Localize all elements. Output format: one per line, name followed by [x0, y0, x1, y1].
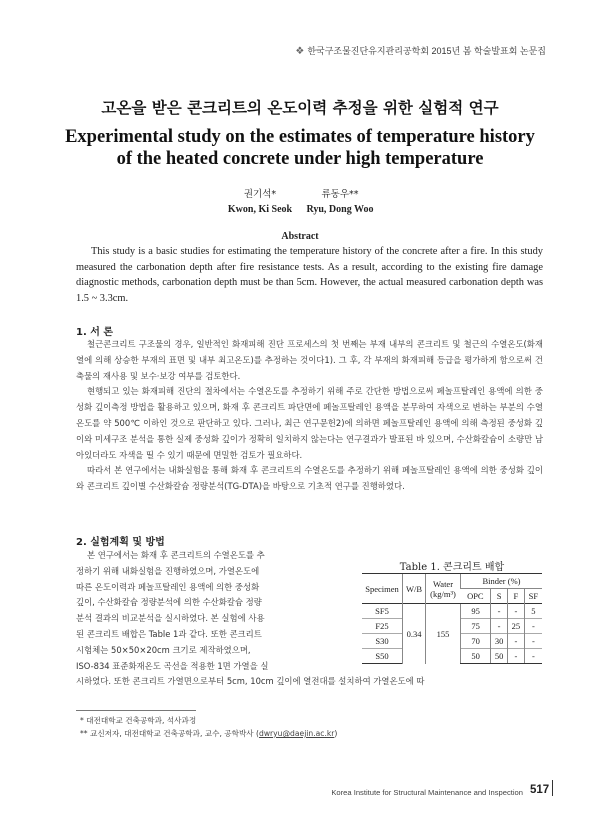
author-2-name-en: Ryu, Dong Woo: [306, 204, 374, 215]
title-english-line-2: of the heated concrete under high temperature: [116, 149, 484, 169]
section-2-line: 시하였다. 또한 콘크리트 가열면으로부터 5cm, 10cm 깊이에 열전대를 설치하여 가열온도에 따: [76, 676, 425, 687]
cell-water: 155: [426, 604, 461, 664]
section-2-heading: 2. 실험계획 및 방법: [76, 537, 165, 548]
cell-sf: -: [524, 649, 542, 664]
cell-f: 25: [508, 619, 525, 634]
header-s: S: [491, 589, 508, 604]
section-2-line: 시험체는 50×50×20cm 크기로 제작하였으며,: [76, 644, 251, 655]
footer-divider: [552, 780, 553, 796]
cell-sf: -: [524, 619, 542, 634]
journal-name: 한국구조물진단유지관리공학회 2015년 봄 학술발표회 논문집: [307, 46, 546, 56]
page-number: 517: [530, 784, 550, 796]
cell-specimen: S30: [362, 634, 403, 649]
header-specimen: Specimen: [362, 574, 403, 604]
header-binder: Binder (%): [461, 574, 543, 589]
title-korean: 고온을 받은 콘크리트의 온도이력 추정을 위한 실험적 연구: [101, 99, 499, 117]
section-2-line: 분석 결과의 비교분석을 실시하였다. 본 실험에 사용: [76, 613, 265, 624]
cell-sf: 5: [524, 604, 542, 619]
cell-specimen: F25: [362, 619, 403, 634]
cell-s: -: [491, 604, 508, 619]
cell-s: 30: [491, 634, 508, 649]
abstract-text: This study is a basic studies for estimating the temperature history of the concrete after a fire. In this study measured the carbonation depth after fire resistance tests. As a result, according to the existing fire damage diagnostic methods, carbonation depth must be than 5cm. However, the actual measured carbonation depth was 1.5 ~ 3.3cm.: [76, 246, 543, 304]
footnote-2: [80, 728, 337, 739]
header-f: F: [508, 589, 525, 604]
cell-specimen: SF5: [362, 604, 403, 619]
cell-wb: 0.34: [403, 604, 426, 664]
footnote-divider: [76, 710, 196, 711]
section-1-heading: 1. 서 론: [76, 327, 114, 338]
header-sf: SF: [524, 589, 542, 604]
footer-publisher: Korea Institute for Structural Maintenance and Inspection: [331, 788, 523, 797]
cell-s: 50: [491, 649, 508, 664]
cell-sf: -: [524, 634, 542, 649]
journal-logo-icon: ❖: [295, 46, 305, 57]
section-2-line: 정하기 위해 내화실험을 진행하였으며, 가열온도에: [76, 565, 260, 576]
cell-specimen: S50: [362, 649, 403, 664]
footnote-2-text: ** 교신저자, 대전대학교 건축공학과, 교수, 공학박사 (: [80, 729, 259, 738]
cell-f: -: [508, 604, 525, 619]
section-1-paragraph-1: 철근콘크리트 구조물의 경우, 일반적인 화재피해 진단 프로세스의 첫 번째는 부재 내부의 콘크리트 및 철근의 수열온도(화재 열에 의해 상승한 부재의 표면 및 내부 최고온도)를 추정하는 것이다1). 그 후, 각 부재의 화재피해 등급을 평가하게 함으로써 건축물의 재사용 및 보수·보강 여부를 검토한다.: [76, 339, 543, 381]
mix-table: [362, 573, 542, 664]
section-2-line: ISO-834 표준화재온도 곡선을 적용한 1면 가열을 실: [76, 660, 269, 671]
section-2-line: 따른 온도이력과 페놀프탈레인 용액에 의한 중성화: [76, 581, 260, 592]
header-water: Water (kg/m³): [426, 574, 461, 604]
table-row: [362, 604, 542, 619]
author-1-name-en: Kwon, Ki Seok: [227, 204, 293, 215]
section-1-paragraph-2: 현행되고 있는 화재피해 진단의 절차에서는 수열온도를 추정하기 위해 주로 간단한 방법으로써 페놀프탈레인 용액에 의한 중성화 깊이측정 방법을 활용하고 있으며, 화재 후 콘크리트 파단면에 페놀프탈레인 용액을 분무하여 자색으로 변하는 부분의 수열온도를 약 500℃ 이하인 것으로 판단하고 있다. 그러나, 최근 연구문헌2)에 의하면 페놀프탈레인 용액에 의해 측정된 중성화 깊이와 미세구조 분석을 통한 실제 중성화 깊이가 정확히 일치하지 않는다는 연구결과가 발표된 바 있으며, 수산화칼슘이 소량만 남아있더라도 자색을 띨 수 있기 때문에 면밀한 검토가 필요하다.: [76, 386, 543, 460]
cell-opc: 50: [461, 649, 491, 664]
author-2: [280, 186, 400, 215]
section-1-body: [76, 337, 543, 495]
cell-opc: 70: [461, 634, 491, 649]
footnote-2-close: ): [334, 729, 338, 738]
section-2-line: 된 콘크리트 배합은 Table 1과 같다. 또한 콘크리트: [76, 628, 262, 639]
author-email-link[interactable]: dwryu@daejin.ac.kr: [259, 729, 335, 738]
footnote-1: * 대전대학교 건축공학과, 석사과정: [80, 716, 197, 725]
abstract-body: [76, 244, 543, 306]
cell-s: -: [491, 619, 508, 634]
cell-f: -: [508, 634, 525, 649]
table-caption: Table 1. 콘크리트 배합: [399, 562, 505, 573]
abstract-heading: Abstract: [281, 231, 319, 242]
journal-header: [295, 44, 546, 57]
section-2-line: 깊이, 수산화칼슘 정량분석에 의한 수산화칼슘 정량: [76, 597, 262, 608]
section-1-paragraph-3: 따라서 본 연구에서는 내화실험을 통해 화재 후 콘크리트의 수열온도를 추정하기 위해 페놀프탈레인 용액에 의한 중성화 깊이와 콘크리트 깊이별 수산화칼슘 정량분석(TG-DTA)을 바탕으로 기초적 연구를 진행하였다.: [76, 465, 543, 492]
cell-opc: 75: [461, 619, 491, 634]
cell-f: -: [508, 649, 525, 664]
section-2-line: 본 연구에서는 화재 후 콘크리트의 수열온도를 추: [87, 550, 265, 560]
author-2-name-ko: 류동우**: [321, 189, 359, 200]
cell-opc: 95: [461, 604, 491, 619]
header-wb: W/B: [403, 574, 426, 604]
author-1-name-ko: 권기석*: [243, 189, 277, 200]
title-english-line-1: Experimental study on the estimates of temperature history: [65, 127, 535, 147]
title-english: [0, 126, 600, 170]
header-opc: OPC: [461, 589, 491, 604]
